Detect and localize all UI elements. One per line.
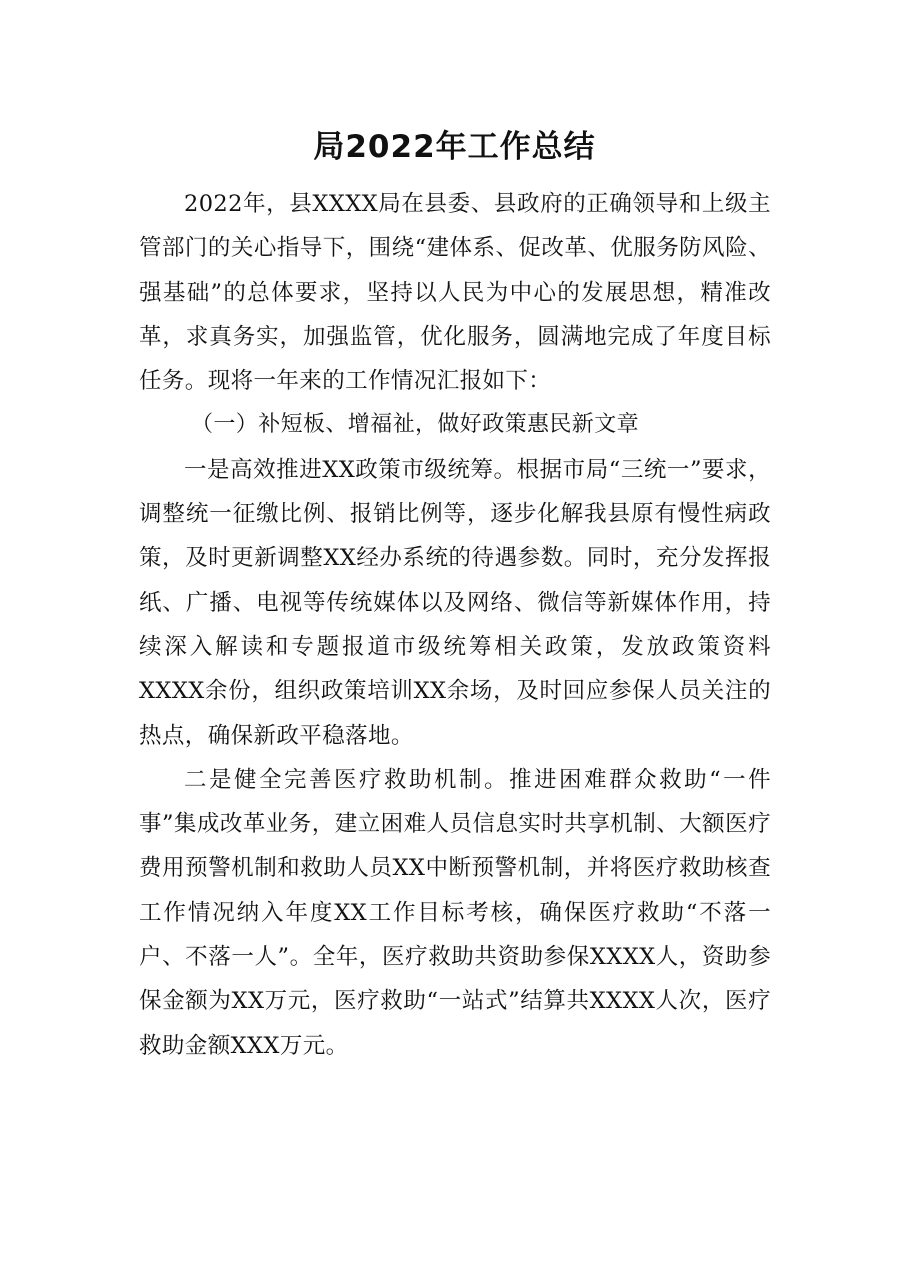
intro-paragraph: 2022年，县XXXX局在县委、县政府的正确领导和上级主管部门的关心指导下，围绕“建体系、促改革、优服务防风险、强基础”的总体要求，坚持以人民为中心的发展思想，精准改革，求真务实，加强监管，优化服务，圆满地完成了年度目标任务。现将一年来的工作情况汇报如下：: [139, 191, 771, 395]
paragraph-policy-coordination: 一是高效推进XX政策市级统筹。根据市局“三统一”要求，调整统一征缴比例、报销比例等，逐步化解我县原有慢性病政策，及时更新调整XX经办系统的待遇参数。同时，充分发挥报纸、广播、电视等传统媒体以及网络、微信等新媒体作用，持续深入解读和专题报道市级统筹相关政策，发放政策资料XXXX余份，组织政策培训XX余场，及时回应参保人员关注的热点，确保新政平稳落地。: [139, 456, 771, 749]
document-body: [139, 182, 771, 1068]
document-title: 局2022年工作总结: [313, 129, 596, 165]
section-heading: （一）补短板、增福祉，做好政策惠民新文章: [191, 412, 640, 438]
paragraph-medical-assistance: 二是健全完善医疗救助机制。推进困难群众救助“一件事”集成改革业务，建立困难人员信息实时共享机制、大额医疗费用预警机制和救助人员XX中断预警机制，并将医疗救助核查工作情况纳入年度XX工作目标考核，确保医疗救助“不落一户、不落一人”。全年，医疗救助共资助参保XXXX人，资助参保金额为XX万元，医疗救助“一站式”结算共XXXX人次，医疗救助金额XXX万元。: [139, 766, 771, 1059]
